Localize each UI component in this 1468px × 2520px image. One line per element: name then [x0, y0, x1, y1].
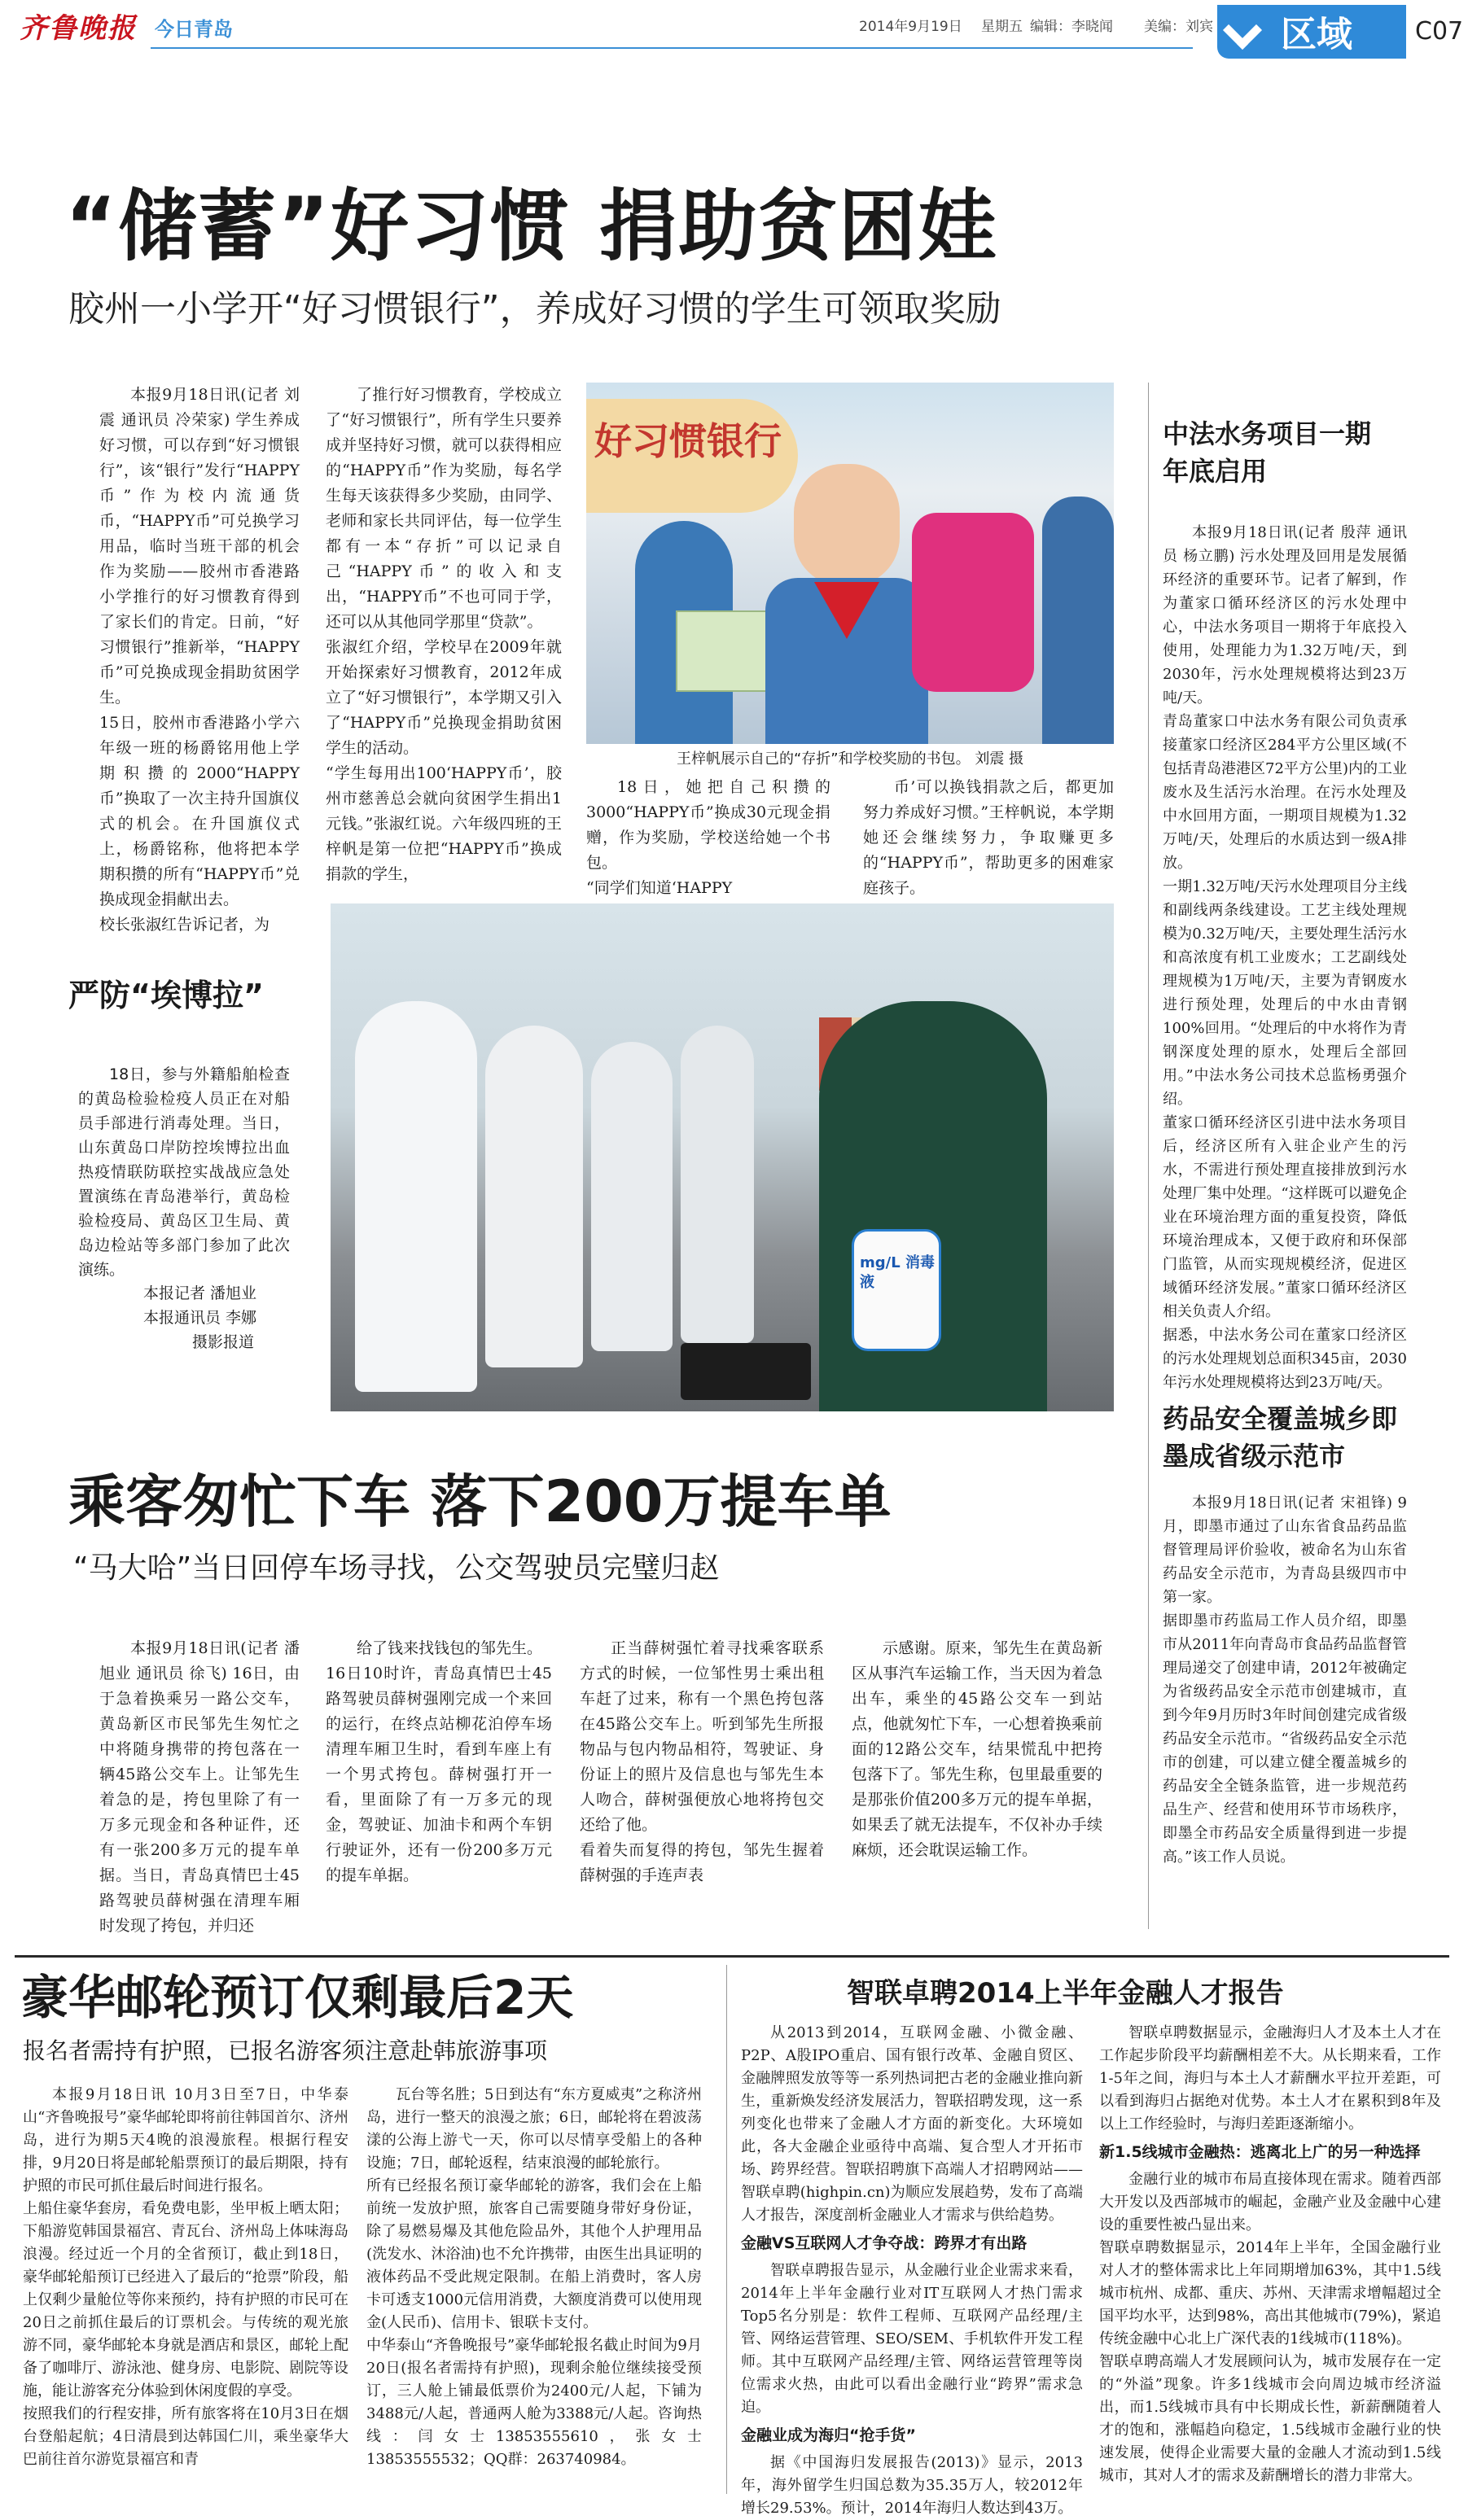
article-lost-bag-col1 [99, 1636, 300, 1937]
finance-para-5: 金融行业的城市布局直接体现在需求。随着西部大开发以及西部城市的崛起，金融产业及金融中心建设的重要性被凸显出来。 智联卓聘数据显示，2014年上半年，全国金融行业对人才的整体需求比上年同期增加63%，其中1.5线城市杭州、成都、重庆、苏州、天津需求增幅超过全国平均水平，达到98%，高出其他城市(79%)，紧追传统金融中心北上广深代表的1线城市(118%)。 智联卓聘高端人才发展顾问认为，城市发展存在一定的“外溢”现象。许多1线城市会向周边城市经济溢出，而1.5线城市具有中长期成长性，新薪酬随着人才的饱和，涨幅趋向稳定，1.5线城市金融行业的快速发展，使得企业需要大量的金融人才流动到1.5线城市，其对人才的需求及薪酬增长的潜力非常大。 [1099, 2171, 1441, 2484]
article-finance-col2 [1099, 2022, 1441, 2491]
article-savings-col3 [586, 775, 830, 897]
page-header [0, 0, 1468, 65]
worker-2 [485, 1026, 583, 1367]
headline-cruise: 豪华邮轮预订仅剩最后2天 [21, 1970, 574, 2025]
article-lost-bag-text1: 本报9月18日讯(记者 潘旭业 通讯员 徐飞) 16日，由于急着换乘另一路公交车，黄岛新区市民邹先生匆忙之中将随身携带的挎包落在一辆45路公交车上。让邹先生着急的是，挎包里除了有一万多元现金和各种证件，还有一张200多万元的提车单据。当日，青岛真情巴士45路驾驶员薛树强在清理车厢时发现了挎包，并归还 [99, 1639, 300, 1935]
finance-intro: 从2013到2014，互联网金融、小微金融、P2P、A股IPO重启、国有银行改革、金融自贸区、金融牌照发放等等一系列热词把古老的金融业推向新生，重新焕发经济发展活力，智联招聘发现，这一系列变化也带来了金融人才方面的新变化。大环境如此，各大金融企业亟待中高端、复合型人才开拓市场、跨界经营。智联招聘旗下高端人才招聘网站——智联卓聘(highpin.cn)为顺应发展趋势，发布了高端人才报告，深度剖析金融业人才需求与供给趋势。 [741, 2024, 1083, 2224]
article-cruise-text1: 本报9月18日讯 10月3日至7日，中华泰山“齐鲁晚报号”豪华邮轮即将前往韩国首尔、济州岛，进行为期5天4晚的浪漫旅程。根据行程安排，9月20日将是邮轮船票预订的最后期限，持有护照的市民可抓住最后时间进行报名。 上船住豪华套房，看免费电影，坐甲板上晒太阳；下船游览韩国景福宫、青瓦台、济州岛上体味海岛浪漫。经过近一个月的全省预订，截止到18日，豪华邮轮船预订已经进入了最后的“抢票”阶段，船上仅剩少量舱位等你来预约，持有护照的市民可在20日之前抓住最后的订票机会。与传统的观光旅游不同，豪华邮轮本身就是酒店和景区，邮轮上配备了咖啡厅、游泳池、健身房、电影院、剧院等设施，能让游客充分体验到休闲度假的享受。 按照我们的行程安排，所有旅客将在10月3日在烟台登船起航；4日清晨到达韩国仁川，乘坐豪华大巴前往首尔游览景福宫和青 [23, 2086, 348, 2468]
girl-face [794, 464, 900, 586]
article-lost-bag-col2 [326, 1636, 552, 1937]
sidebar-divider [1148, 383, 1149, 1929]
article-savings-col2 [326, 383, 562, 883]
article-lost-bag-text4: 示感谢。原来，邹先生在黄岛新区从事汽车运输工作，当天因为着急出车，乘坐的45路公交车一到站点，他就匆忙下车，一心想着换乘前面的12路公交车，结果慌乱中把挎包落下了。邹先生称，包里最重要的是那张价值200多万元的提车单据，如果丢了就无法提车，不仅补办手续麻烦，还会耽误运输工作。 [852, 1639, 1102, 1859]
finance-subhead-3: 新1.5线城市金融热：逃离北上广的另一种选择 [1099, 2143, 1421, 2161]
subheadline-lost-bag: “马大哈”当日回停车场寻找，公交驾驶员完璧归赵 [73, 1551, 720, 1585]
article-savings-col4 [863, 775, 1114, 897]
page-number: C07 [1415, 17, 1464, 46]
bank-sign-text: 好习惯银行 [594, 419, 782, 463]
finance-para-4: 智联卓聘数据显示，金融海归人才及本土人才在工作起步阶段平均薪酬相差不大。从长期来看，工作1-5年之间，海归与本土人才薪酬水平拉开差距，可以看到海归占据绝对优势。本土人才在累积到8年及以上工作经验时，与海归差距逐渐缩小。 [1099, 2024, 1441, 2133]
article-cruise-text2: 瓦台等名胜；5日到达有“东方夏威夷”之称济州岛，进行一整天的浪漫之旅；6日，邮轮将在碧波荡漾的公海上游弋一天，你可以尽情享受船上的各种设施；7日，邮轮返程，结束浪漫的邮轮旅行。 所有已经报名预订豪华邮轮的游客，我们会在上船前统一发放护照，旅客自己需要随身带好身份证，除了易燃易爆及其他危险品外，其他个人护理用品(洗发水、沐浴油)也不允许携带，由医生出具证明的液体药品不受此规定限制。在船上消费时，客人房卡可透支1000元信用消费，大额度消费可以使用现金(人民币)、信用卡、银联卡支付。 中华泰山“齐鲁晚报号”豪华邮轮报名截止时间为9月20日(报名者需持有护照)，现剩余舱位继续接受预订，三人舱上铺最低票价为2400元/人起，下铺为3488元/人起，普通两人舱为3388元/人起。咨询热线：闫女士13853555610，张女士13853555532；QQ群：263740984。 [366, 2086, 702, 2468]
subheadline-savings: 胶州一小学开“好习惯银行”，养成好习惯的学生可领取奖励 [68, 288, 1001, 330]
photo-ebola-drill [331, 903, 1114, 1411]
article-savings-text2: 了推行好习惯教育，学校成立了“好习惯银行”，所有学生只要养成并坚持好习惯，就可以获得相应的“HAPPY币”作为奖励，每名学生每天该获得多少奖励，由同学、老师和家长共同评估，每一位学生都有一本“存折”可以记录自己“HAPPY币”的收入和支出，“HAPPY币”不也可同于学，还可以从其他同学那里“贷款”。 张淑红介绍，学校早在2009年就开始探索好习惯教育，2012年成立了“好习惯银行”，本学期又引入了“HAPPY币”兑换现金捐助贫困学生的活动。 “学生每用出100‘HAPPY币’，胶州市慈善总会就向贫困学生捐出1元钱。”张淑红说。六年级四班的王梓帆是第一位把“HAPPY币”换成捐款的学生， [326, 386, 562, 883]
worker-1 [355, 1001, 477, 1392]
article-savings-text4: 币’可以换钱捐款之后，都更加努力养成好习惯。”王梓帆说，本学期她还会继续努力，争取赚更多的“HAPPY币”，帮助更多的困难家庭孩子。 [863, 778, 1114, 897]
photo-caption-happy-bank: 王梓帆展示自己的“存折”和学校奖励的书包。 刘震 摄 [676, 750, 1024, 768]
editor-credit: 编辑：李晓闻 [1030, 19, 1113, 35]
finance-subhead-1: 金融VS互联网人才争夺战：跨界才有出路 [741, 2234, 1028, 2252]
photo-happy-bank [586, 383, 1114, 744]
pink-backpack [912, 513, 1034, 692]
article-lost-bag-col3 [580, 1636, 824, 1937]
issue-weekday: 星期五 [981, 19, 1023, 35]
ebola-text: 18日，参与外籍船舶检查的黄岛检验检疫人员正在对船员手部进行消毒处理。当日，山东黄岛口岸防控埃博拉出血热疫情联防联控实战战应急处置演练在青岛港举行，黄岛检验检疫局、黄岛区卫生局、黄岛边检站等多部门参加了此次演练。 [78, 1065, 290, 1279]
worker-4 [681, 1026, 754, 1343]
equipment-case [681, 1343, 811, 1400]
headline-savings: “储蓄”好习惯 捐助贫困娃 [65, 181, 998, 272]
section-rule [15, 1955, 1449, 1958]
issue-date: 2014年9月19日 [859, 19, 962, 35]
region-arrow-icon [1223, 11, 1262, 50]
designer-credit: 美编：刘宾 [1144, 19, 1213, 35]
crew-member [819, 1001, 1047, 1411]
region-tab [1217, 5, 1406, 59]
finance-subhead-2: 金融业成为海归“抢手货” [741, 2426, 916, 2444]
subheadline-cruise: 报名者需持有护照，已报名游客须注意赴韩旅游事项 [23, 2037, 548, 2064]
section-name: 今日青岛 [155, 18, 233, 41]
finance-para-2: 智联卓聘报告显示，从金融行业企业需求来看，2014年上半年金融行业对IT互联网人才热门需求Top5名分别是：软件工程师、互联网产品经理/主管、网络运营管理、SEO/SEM、手机软件开发工程师。其中互联网产品经理/主管、网络运营管理等岗位需求火热，由此可以看出金融行业“跨界”需求急迫。 [741, 2262, 1083, 2416]
article-lost-bag-col4 [852, 1636, 1102, 1937]
article-lost-bag-text2: 给了钱来找钱包的邹先生。 16日10时许，青岛真情巴士45路驾驶员薛树强刚完成一个来回的运行，在终点站柳花泊停车场清理车厢卫生时，看到车座上有一个男式挎包。薛树强打开一看，里面除了有一万多元的现金，驾驶证、加油卡和两个车钥行驶证外，还有一份200多万元的提车单据。 [326, 1639, 552, 1884]
newspaper-logo: 齐鲁晚报 [20, 12, 137, 45]
ebola-body [78, 1062, 290, 1279]
article-savings-text1: 本报9月18日讯(记者 刘震 通讯员 冷荣家) 学生养成好习惯，可以存到“好习惯银行”，该“银行”发行“HAPPY币”作为校内流通货币，“HAPPY币”可兑换学习用品，临时当班干部的机会作为奖励——胶州市香港路小学推行的好习惯教育得到了家长们的肯定。日前，“好习惯银行”推新举，“HAPPY币”可兑换成现金捐助贫困学生。 15日，胶州市香港路小学六年级一班的杨爵铭用他上学期积攒的2000“HAPPY币”换取了一次主持升国旗仪式的机会。在升国旗仪式上，杨爵铭称，他将把本学期积攒的所有“HAPPY币”兑换成现金捐献出去。 校长张淑红告诉记者，为 [99, 386, 300, 934]
article-cruise-col2 [366, 2084, 702, 2491]
header-rule [151, 47, 1193, 49]
article-finance-col1 [741, 2022, 1083, 2517]
ebola-title: 严防“埃博拉” [68, 978, 264, 1013]
headline-finance: 智联卓聘2014上半年金融人才报告 [847, 1977, 1284, 2010]
article-savings-col1 [99, 383, 300, 934]
ebola-credit-3: 摄影报道 [192, 1333, 255, 1351]
finance-para-3: 据《中国海归发展报告(2013)》显示，2013年，海外留学生归国总数为35.35万人，较2012年增长29.53%。预计，2014年海归人数达到43万。 [741, 2454, 1083, 2517]
sewage-title: 中法水务项目一期年底启用 [1163, 418, 1372, 487]
ebola-credit-2: 本报通讯员 李娜 [143, 1309, 257, 1327]
sewage-text: 本报9月18日讯(记者 殷萍 通讯员 杨立鹏) 污水处理及回用是发展循环经济的重要环节。记者了解到，作为董家口循环经济区的污水处理中心，中法水务项目一期将于年底投入使用，处理能力为1.32万吨/天，到2030年，污水处理规模将达到23万吨/天。 青岛董家口中法水务有限公司负责承接董家口经济区284平方公里区域(不包括青岛港港区72平方公里)内的工业废水及生活污水治理。在污水处理及中水回用方面，一期项目规模为1.32万吨/天，处理后的水质达到一级A排放。 一期1.32万吨/天污水处理项目分主线和副线两条线建设。工艺主线处理规模为0.32万吨/天，主要处理生活污水和高浓度有机工业废水；工艺副线处理规模为1万吨/天，主要为青钢废水进行预处理，处理后的中水由青钢100%回用。“处理后的中水将作为青钢深度处理的原水，处理后全部回用。”中法水务公司技术总监杨勇强介绍。 董家口循环经济区引进中法水务项目后，经济区所有入驻企业产生的污水，不需进行预处理直接排放到污水处理厂集中处理。“这样既可以避免企业在环境治理方面的重复投资，降低环境治理成本，又便于政府和环保部门监管，从而实现规模经济，促进区域循环经济发展。”董家口循环经济区相关负责人介绍。 据悉，中法水务公司在董家口经济区的污水处理规划总面积345亩，2030年污水处理规模将达到23万吨/天。 [1163, 524, 1407, 1391]
drug-title: 药品安全覆盖城乡即墨成省级示范市 [1163, 1403, 1398, 1472]
article-cruise-col1 [23, 2084, 348, 2491]
region-label: 区域 [1281, 14, 1352, 55]
drug-body [1163, 1491, 1407, 1927]
student-right [1042, 497, 1114, 744]
drug-text: 本报9月18日讯(记者 宋祖锋) 9月，即墨市通过了山东省食品药品监督管理局评价验收，被命名为山东省药品安全示范市，为青岛县级四市中第一家。 据即墨市药监局工作人员介绍，即墨市从2011年向青岛市食品药品监督管理局递交了创建申请，2012年被确定为省级药品安全示范市创建城市，直到今年9月历时3年时间创建完成省级药品安全示范市。“省级药品安全示范市的创建，可以建立健全覆盖城乡的药品安全全链条监管，进一步规范药品生产、经营和使用环节市场秩序，即墨全市药品安全质量得到进一步提高。”该工作人员说。 [1163, 1494, 1407, 1866]
bottle-label: mg/L 消毒液 [860, 1254, 935, 1291]
article-savings-text3: 18日，她把自己积攒的3000“HAPPY币”换成30元现金捐赠，作为奖励，学校送给她一个书包。 “同学们知道‘HAPPY [586, 778, 830, 897]
article-lost-bag-text3: 正当薛树强忙着寻找乘客联系方式的时候，一位邹性男士乘出租车赶了过来，称有一个黑色挎包落在45路公交车上。听到邹先生所报物品与包内物品相符，驾驶证、身份证上的照片及信息也与邹先生本人吻合，薛树强便放心地将挎包交还给了他。 看着失而复得的挎包，邹先生握着薛树强的手连声表 [580, 1639, 824, 1884]
sewage-body [1163, 521, 1407, 1391]
worker-3 [591, 1042, 673, 1351]
ebola-credit-1: 本报记者 潘旭业 [143, 1284, 257, 1302]
bottom-divider [726, 1965, 727, 2494]
headline-lost-bag: 乘客匆忙下车 落下200万提车单 [68, 1468, 892, 1535]
